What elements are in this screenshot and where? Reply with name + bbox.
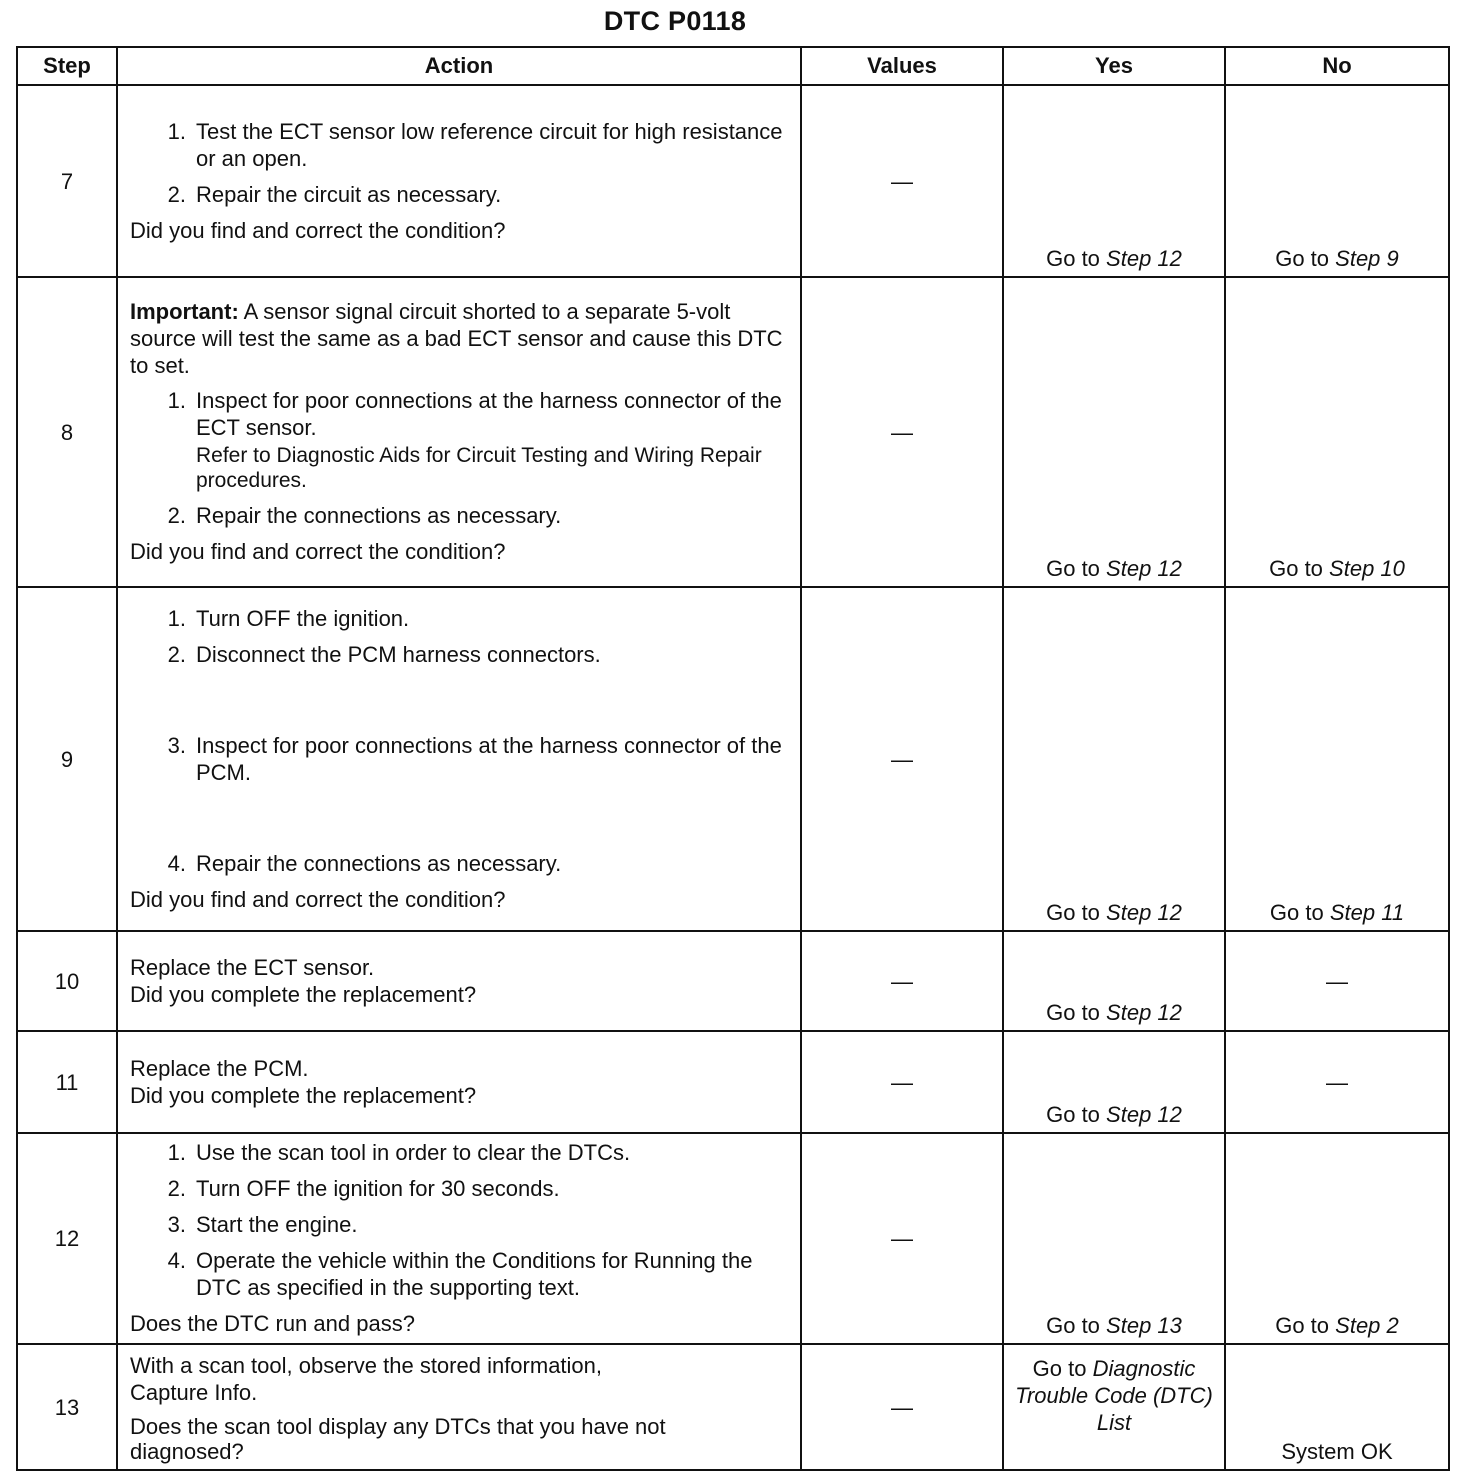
yes-link[interactable]: Go to Step 12 <box>1046 900 1182 925</box>
step-number: 8 <box>17 277 117 587</box>
action-item: 2. Disconnect the PCM harness connectors. <box>167 641 601 667</box>
no-link[interactable]: Go to Step 10 <box>1269 556 1405 581</box>
values-cell: — <box>801 931 1003 1031</box>
yes-link[interactable]: Go to Diagnostic Trouble Code (DTC) List <box>1015 1356 1213 1435</box>
action-question: Did you complete the replacement? <box>130 981 477 1007</box>
action-item: 1. Inspect for poor connections at the harness connector of the ECT sensor. Refer to Diagnostic Aids for Circuit Testing and Wiring Repair procedures. <box>167 388 782 492</box>
yes-link[interactable]: Go to Step 12 <box>1046 1102 1182 1127</box>
yes-link[interactable]: Go to Step 12 <box>1046 556 1182 581</box>
table-row <box>17 277 1449 587</box>
action-text: With a scan tool, observe the stored information, Capture Info. <box>130 1353 603 1405</box>
action-item: 2. Repair the connections as necessary. <box>167 503 562 528</box>
step-number: 12 <box>17 1133 117 1344</box>
no-cell <box>1225 587 1449 931</box>
action-cell <box>117 931 801 1031</box>
action-item: 4. Operate the vehicle within the Conditions for Running the DTC as specified in the supporting text. <box>167 1248 753 1300</box>
values-cell: — <box>801 85 1003 277</box>
action-question: Did you find and correct the condition? <box>130 217 506 243</box>
no-link[interactable]: Go to Step 9 <box>1275 246 1399 271</box>
action-question: Did you find and correct the condition? <box>130 886 506 912</box>
values-cell: — <box>801 1031 1003 1133</box>
action-item: 1. Turn OFF the ignition. <box>167 605 410 631</box>
no-cell: — <box>1225 1031 1449 1133</box>
header-no: No <box>1225 47 1449 85</box>
step-number: 10 <box>17 931 117 1031</box>
action-item: 3. Inspect for poor connections at the harness connector of the PCM. <box>167 732 782 785</box>
table-row <box>17 931 1449 1031</box>
table-row <box>17 1031 1449 1133</box>
diagnostic-table <box>16 46 1450 1471</box>
action-cell <box>117 587 801 931</box>
no-cell <box>1225 85 1449 277</box>
no-cell <box>1225 277 1449 587</box>
header-yes: Yes <box>1003 47 1225 85</box>
yes-link[interactable]: Go to Step 12 <box>1046 1000 1182 1025</box>
step-number: 9 <box>17 587 117 931</box>
table-row <box>17 1133 1449 1344</box>
important-note: Important: A sensor signal circuit shorted to a separate 5-volt source will test the same as a bad ECT sensor and cause this DTC to set. <box>130 299 783 378</box>
yes-cell <box>1003 1031 1225 1133</box>
values-cell: — <box>801 1133 1003 1344</box>
yes-link[interactable]: Go to Step 12 <box>1046 246 1182 271</box>
page-title: DTC P0118 <box>603 6 747 36</box>
yes-cell <box>1003 1133 1225 1344</box>
action-question: Did you complete the replacement? <box>130 1082 477 1108</box>
action-item: 1. Use the scan tool in order to clear the DTCs. <box>167 1140 631 1165</box>
action-item: 3. Start the engine. <box>167 1212 358 1237</box>
action-item: 1. Test the ECT sensor low reference circuit for high resistance or an open. <box>167 118 783 171</box>
yes-link[interactable]: Go to Step 13 <box>1046 1313 1182 1338</box>
action-item: 4. Repair the connections as necessary. <box>167 850 562 876</box>
table-row <box>17 85 1449 277</box>
step-number: 7 <box>17 85 117 277</box>
table-row <box>17 1344 1449 1470</box>
yes-cell <box>1003 277 1225 587</box>
action-question: Does the DTC run and pass? <box>130 1311 415 1336</box>
system-ok-text: System OK <box>1281 1439 1393 1464</box>
yes-cell <box>1003 1344 1225 1470</box>
no-cell: — <box>1225 931 1449 1031</box>
no-link[interactable]: Go to Step 11 <box>1269 900 1405 925</box>
no-cell <box>1225 1344 1449 1470</box>
values-cell: — <box>801 277 1003 587</box>
yes-cell <box>1003 931 1225 1031</box>
yes-cell <box>1003 85 1225 277</box>
values-cell: — <box>801 1344 1003 1470</box>
action-question: Did you find and correct the condition? <box>130 539 506 564</box>
action-cell <box>117 1133 801 1344</box>
no-cell <box>1225 1133 1449 1344</box>
header-step: Step <box>17 47 117 85</box>
values-cell: — <box>801 587 1003 931</box>
step-number: 13 <box>17 1344 117 1470</box>
no-link[interactable]: Go to Step 2 <box>1275 1313 1399 1338</box>
action-text: Replace the PCM. <box>130 1055 309 1081</box>
header-values: Values <box>801 47 1003 85</box>
action-cell <box>117 1344 801 1470</box>
action-cell <box>117 277 801 587</box>
action-item: 2. Repair the circuit as necessary. <box>167 181 502 207</box>
header-action: Action <box>117 47 801 85</box>
action-cell <box>117 85 801 277</box>
yes-cell <box>1003 587 1225 931</box>
action-text: Replace the ECT sensor. <box>130 954 375 980</box>
action-item: 2. Turn OFF the ignition for 30 seconds. <box>167 1176 560 1201</box>
step-number: 11 <box>17 1031 117 1133</box>
table-row <box>17 587 1449 931</box>
action-cell <box>117 1031 801 1133</box>
action-question: Does the scan tool display any DTCs that you have not diagnosed? <box>130 1414 666 1464</box>
table-header-row <box>17 47 1449 85</box>
